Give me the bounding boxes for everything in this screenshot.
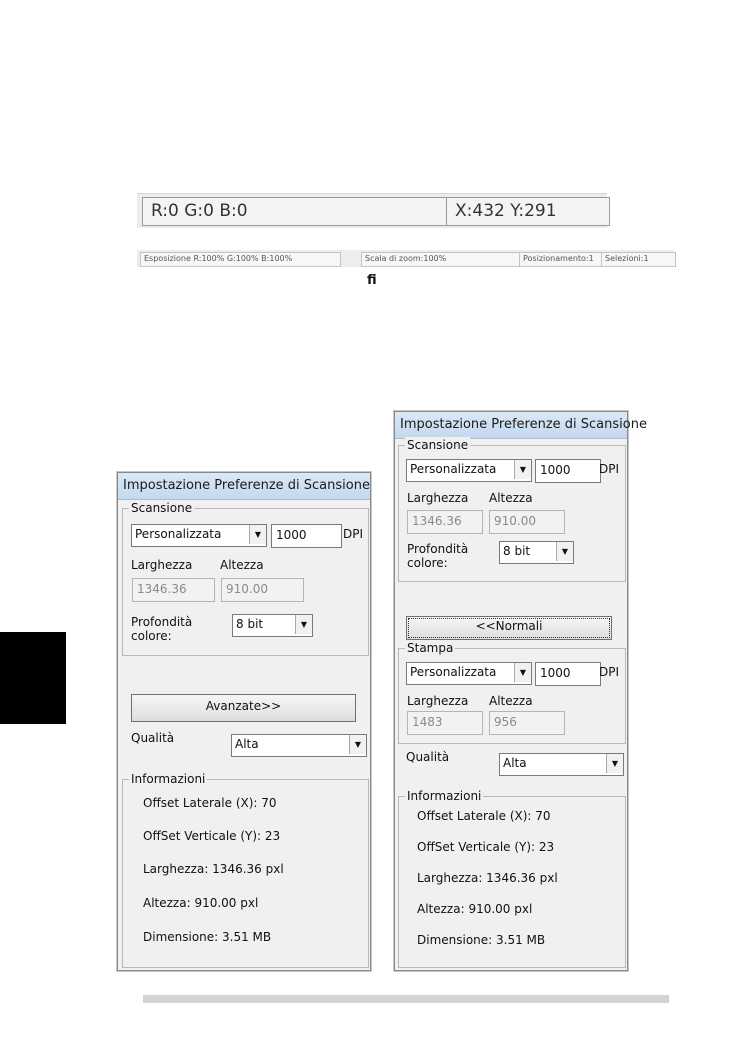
info-offset-x: Offset Laterale (X): 70 xyxy=(143,796,277,810)
width-label: Larghezza xyxy=(131,558,193,572)
footer-bar xyxy=(143,995,669,1003)
print-width-field: 1483 xyxy=(407,711,483,735)
depth-label-line1: Profondità xyxy=(407,542,469,556)
status-bar-large xyxy=(137,193,607,228)
info-group xyxy=(398,789,626,968)
height-label: Altezza xyxy=(220,558,264,572)
quality-value: Alta xyxy=(503,756,527,770)
height-field: 910.00 xyxy=(489,510,565,534)
chevron-down-icon[interactable]: ▼ xyxy=(514,663,531,682)
chevron-down-icon[interactable]: ▼ xyxy=(249,525,266,544)
print-group-label: Stampa xyxy=(407,641,454,655)
info-height: Altezza: 910.00 pxl xyxy=(417,902,533,916)
color-depth-value: 8 bit xyxy=(236,617,264,631)
scan-preferences-dialog-advanced xyxy=(394,411,647,971)
quality-label: Qualità xyxy=(131,731,175,745)
print-height-label: Altezza xyxy=(489,694,533,708)
scan-preferences-dialog-basic xyxy=(117,472,371,971)
quality-label: Qualità xyxy=(406,750,450,764)
width-field: 1346.36 xyxy=(132,578,215,602)
info-size: Dimensione: 3.51 MB xyxy=(417,933,546,947)
depth-label-line2: colore: xyxy=(407,556,448,570)
chevron-down-icon[interactable]: ▼ xyxy=(349,735,366,754)
chapter-tab xyxy=(0,632,66,724)
zoom-readout: Scala di zoom:100% xyxy=(361,252,521,267)
info-offset-y: OffSet Verticale (Y): 23 xyxy=(143,829,281,843)
scan-group xyxy=(122,501,369,656)
print-dpi-unit-label: DPI xyxy=(599,665,620,679)
scan-group-label: Scansione xyxy=(407,438,469,452)
normal-button[interactable]: <<Normali xyxy=(406,616,612,640)
dpi-unit-label: DPI xyxy=(343,527,364,541)
advanced-button[interactable]: Avanzate>> xyxy=(131,694,356,722)
print-width-label: Larghezza xyxy=(407,694,469,708)
color-depth-select[interactable] xyxy=(499,541,574,564)
width-label: Larghezza xyxy=(407,491,469,505)
scan-group xyxy=(398,438,626,582)
exposure-readout: Esposizione R:100% G:100% B:100% xyxy=(140,252,341,267)
scan-mode-select[interactable] xyxy=(406,459,532,482)
quality-select[interactable] xyxy=(231,734,367,757)
info-width: Larghezza: 1346.36 pxl xyxy=(417,871,558,885)
info-offset-y: OffSet Verticale (Y): 23 xyxy=(417,840,555,854)
position-readout: Posizionamento:1 xyxy=(519,252,604,267)
chevron-down-icon[interactable]: ▼ xyxy=(514,460,531,479)
scan-mode-select[interactable] xyxy=(131,524,267,547)
dialog-title: Impostazione Preferenze di Scansione xyxy=(395,412,627,439)
info-height: Altezza: 910.00 pxl xyxy=(143,896,259,910)
print-mode-select[interactable] xyxy=(406,662,532,685)
coordinate-readout: X:432 Y:291 xyxy=(446,197,610,226)
chevron-down-icon[interactable]: ▼ xyxy=(556,542,573,561)
print-mode-value: Personalizzata xyxy=(410,665,497,679)
quality-select[interactable] xyxy=(499,753,624,776)
quality-value: Alta xyxy=(235,737,259,751)
info-size: Dimensione: 3.51 MB xyxy=(143,930,272,944)
chevron-down-icon[interactable]: ▼ xyxy=(295,615,312,634)
scan-group-label: Scansione xyxy=(131,501,193,515)
dialog-title: Impostazione Preferenze di Scansione xyxy=(118,473,370,500)
scan-mode-value: Personalizzata xyxy=(410,462,497,476)
rgb-readout: R:0 G:0 B:0 xyxy=(142,197,456,226)
depth-label-line1: Profondità xyxy=(131,615,193,629)
print-dpi-input[interactable]: 1000 xyxy=(535,662,601,686)
scan-mode-value: Personalizzata xyxy=(135,527,222,541)
figure-label: fi xyxy=(367,273,377,288)
selection-readout: Selezioni:1 xyxy=(601,252,676,267)
info-group-label: Informazioni xyxy=(407,789,482,803)
width-field: 1346.36 xyxy=(407,510,483,534)
chevron-down-icon[interactable]: ▼ xyxy=(606,754,623,773)
dpi-input[interactable]: 1000 xyxy=(535,459,601,483)
info-offset-x: Offset Laterale (X): 70 xyxy=(417,809,551,823)
info-group-label: Informazioni xyxy=(131,772,206,786)
info-width: Larghezza: 1346.36 pxl xyxy=(143,862,284,876)
print-height-field: 956 xyxy=(489,711,565,735)
print-group xyxy=(398,641,626,744)
status-bar-small xyxy=(137,250,674,267)
height-field: 910.00 xyxy=(221,578,304,602)
height-label: Altezza xyxy=(489,491,533,505)
depth-label-line2: colore: xyxy=(131,629,172,643)
color-depth-value: 8 bit xyxy=(503,544,531,558)
dpi-unit-label: DPI xyxy=(599,462,620,476)
dpi-input[interactable]: 1000 xyxy=(271,524,342,548)
color-depth-select[interactable] xyxy=(232,614,313,637)
info-group xyxy=(122,772,369,968)
